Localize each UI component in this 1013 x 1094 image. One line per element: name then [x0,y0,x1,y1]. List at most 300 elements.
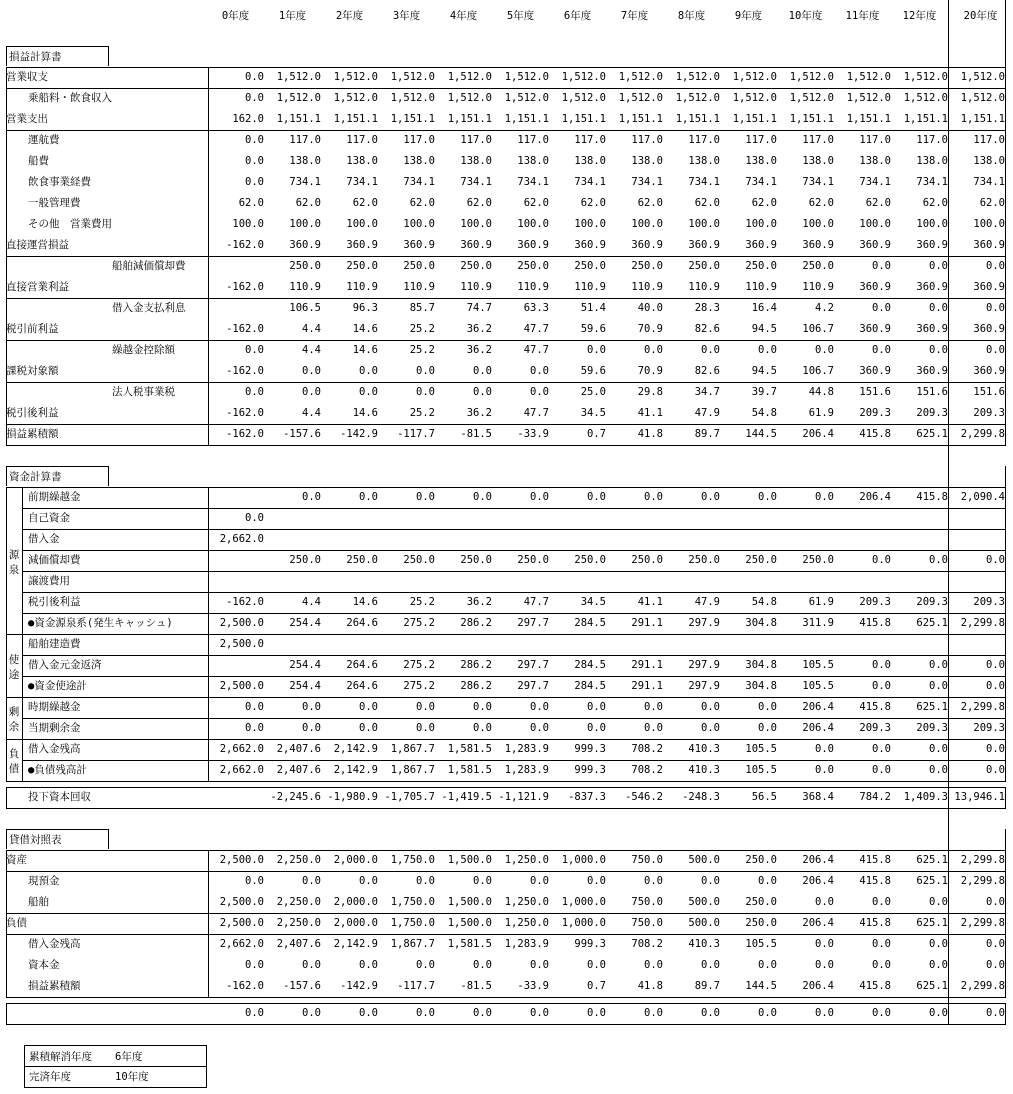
value-cell: 0.0 [986,959,1005,971]
bs-row [0,892,1013,913]
row-label: 資本金 [28,959,60,971]
value-cell: 94.5 [751,365,777,377]
value-cell: 40.0 [637,302,663,314]
value-cell: 110.9 [460,281,492,293]
value-cell: 25.2 [409,596,435,608]
value-cell: 34.5 [580,596,606,608]
value-cell: 0.0 [245,875,264,887]
rule-line [6,850,1006,851]
value-cell: 415.8 [859,854,891,866]
pl-row [0,235,1013,256]
value-cell: 1,151.1 [276,113,321,125]
value-cell: 110.9 [346,281,378,293]
pl-row [0,403,1013,424]
value-cell: -81.5 [460,980,492,992]
row-label: ●負債残高計 [28,764,87,776]
value-cell: 291.1 [631,617,663,629]
value-cell: 250.0 [460,554,492,566]
value-cell: 1,283.9 [504,938,549,950]
row-label: 当期剰余金 [28,722,81,734]
value-cell: 41.8 [637,428,663,440]
value-cell: 1,512.0 [390,71,435,83]
value-cell: 0.0 [587,491,606,503]
value-cell: 734.1 [631,176,663,188]
value-cell: 0.0 [302,491,321,503]
value-cell: 708.2 [631,938,663,950]
value-cell: 206.4 [802,428,834,440]
value-cell: 100.0 [517,218,549,230]
rule-line [22,550,1006,551]
value-cell: 360.9 [916,365,948,377]
value-cell: 100.0 [574,218,606,230]
value-cell: 0.0 [872,743,891,755]
year-header: 3年度 [392,10,421,22]
value-cell: 284.5 [574,680,606,692]
value-cell: 0.0 [245,155,264,167]
pl-row [0,130,1013,151]
value-cell: 0.0 [359,491,378,503]
value-cell: 0.0 [359,1007,378,1019]
value-cell: 106.7 [802,323,834,335]
value-cell: 0.0 [929,959,948,971]
value-cell: 0.0 [758,701,777,713]
value-cell: 360.9 [289,239,321,251]
value-cell: 734.1 [517,176,549,188]
value-cell: 360.9 [859,281,891,293]
value-cell: 209.3 [859,407,891,419]
row-label: 営業収支 [6,71,48,83]
value-cell: 138.0 [859,155,891,167]
value-cell: 1,750.0 [390,854,435,866]
rule-line [22,571,1006,572]
rule-line [6,739,22,740]
value-cell: 0.0 [758,875,777,887]
value-cell: 625.1 [916,701,948,713]
value-cell: 250.0 [688,554,720,566]
value-cell: 708.2 [631,743,663,755]
value-cell: -837.3 [568,791,606,803]
pl-row [0,172,1013,193]
value-cell: 41.1 [637,596,663,608]
column-line [6,787,7,808]
row-label: 船舶建造費 [28,638,81,650]
value-cell: 0.0 [815,743,834,755]
value-cell: 1,000.0 [561,896,606,908]
value-cell: 36.2 [466,323,492,335]
value-cell: 144.5 [745,980,777,992]
value-cell: 250.0 [745,917,777,929]
value-cell: 100.0 [232,218,264,230]
value-cell: 110.9 [745,281,777,293]
value-cell: 82.6 [694,323,720,335]
value-cell: 62.0 [466,197,492,209]
value-cell: 25.2 [409,323,435,335]
value-cell: 96.3 [352,302,378,314]
cf-row [0,739,1013,760]
value-cell: 0.0 [359,365,378,377]
row-label: 飲食事業経費 [28,176,91,188]
value-cell: 62.0 [637,197,663,209]
value-cell: 0.0 [587,701,606,713]
value-cell: 284.5 [574,617,606,629]
value-cell: 1,151.1 [333,113,378,125]
value-cell: 62.0 [979,197,1005,209]
value-cell: -142.9 [340,428,378,440]
value-cell: 1,512.0 [960,71,1005,83]
rule-line [6,871,1006,872]
rule-line [6,382,1006,383]
value-cell: 0.0 [986,743,1005,755]
value-cell: 62.0 [808,197,834,209]
section-title-pl: 損益計算書 [6,46,109,66]
value-cell: 0.0 [302,1007,321,1019]
value-cell: 999.3 [574,764,606,776]
value-cell: 0.0 [986,1007,1005,1019]
value-cell: 47.9 [694,596,720,608]
value-cell: 34.7 [694,386,720,398]
value-cell: -117.7 [397,428,435,440]
value-cell: 105.5 [745,743,777,755]
value-cell: 0.0 [644,344,663,356]
value-cell: 2,662.0 [219,743,264,755]
value-cell: 1,500.0 [447,896,492,908]
row-label: 船舶 [28,896,49,908]
value-cell: 0.0 [530,701,549,713]
value-cell: 62.0 [694,197,720,209]
value-cell: 2,299.8 [960,701,1005,713]
value-cell: 0.0 [530,386,549,398]
value-cell: 360.9 [859,239,891,251]
value-cell: 625.1 [916,854,948,866]
value-cell: 0.0 [530,491,549,503]
row-label: 税引後利益 [28,596,81,608]
cf-row [0,508,1013,529]
value-cell: 0.0 [359,875,378,887]
bs-row [0,871,1013,892]
value-cell: 415.8 [859,875,891,887]
value-cell: 2,299.8 [960,875,1005,887]
value-cell: 209.3 [916,596,948,608]
value-cell: 360.9 [973,239,1005,251]
bs-row [0,934,1013,955]
column-line [6,1003,7,1024]
row-label: 減価償却費 [28,554,81,566]
value-cell: 250.0 [517,554,549,566]
value-cell: 2,500.0 [219,896,264,908]
rule-line [6,256,1006,257]
value-cell: 250.0 [631,554,663,566]
value-cell: 0.0 [530,365,549,377]
value-cell: 51.4 [580,302,606,314]
value-cell: 250.0 [745,554,777,566]
bs-row [0,976,1013,997]
value-cell: 100.0 [631,218,663,230]
value-cell: -157.6 [283,428,321,440]
value-cell: 1,500.0 [447,854,492,866]
value-cell: 110.9 [517,281,549,293]
value-cell: 117.0 [460,134,492,146]
value-cell: 89.7 [694,980,720,992]
value-cell: 0.0 [872,959,891,971]
value-cell: 0.0 [986,344,1005,356]
value-cell: 0.7 [587,980,606,992]
bs-row [0,913,1013,934]
summary-line [29,1049,142,1064]
year-header: 20年度 [963,10,998,22]
value-cell: 0.0 [758,491,777,503]
value-cell: 0.0 [416,386,435,398]
value-cell: 0.0 [416,959,435,971]
value-cell: 100.0 [688,218,720,230]
value-cell: 206.4 [802,917,834,929]
value-cell: 1,512.0 [504,92,549,104]
value-cell: 410.3 [688,938,720,950]
value-cell: 0.0 [359,701,378,713]
row-label: 借入金支払利息 [112,302,186,314]
row-label: 繰越金控除額 [112,344,175,356]
value-cell: 2,142.9 [333,743,378,755]
value-cell: 0.0 [929,743,948,755]
value-cell: 0.0 [473,875,492,887]
value-cell: 0.0 [815,959,834,971]
value-cell: -33.9 [517,428,549,440]
row-label: ●資金源泉系(発生キャッシュ) [28,617,173,629]
value-cell: 1,151.1 [789,113,834,125]
pl-row [0,151,1013,172]
summary-line [29,1069,149,1084]
value-cell: 734.1 [403,176,435,188]
value-cell: 0.0 [245,176,264,188]
value-cell: 250.0 [802,260,834,272]
value-cell: 138.0 [802,155,834,167]
value-cell: 250.0 [745,854,777,866]
value-cell: 0.0 [644,959,663,971]
value-cell: 117.0 [859,134,891,146]
rule-line [6,1003,1006,1004]
value-cell: 264.6 [346,617,378,629]
value-cell: 250.0 [346,260,378,272]
value-cell: 138.0 [688,155,720,167]
value-cell: 250.0 [631,260,663,272]
value-cell: 1,867.7 [390,938,435,950]
value-cell: 62.0 [865,197,891,209]
value-cell: 206.4 [802,854,834,866]
value-cell: 0.0 [872,260,891,272]
value-cell: 1,512.0 [390,92,435,104]
value-cell: 0.0 [815,764,834,776]
pl-row [0,361,1013,382]
value-cell: 250.0 [460,260,492,272]
value-cell: 41.8 [637,980,663,992]
value-cell: 0.0 [530,1007,549,1019]
value-cell: 110.9 [574,281,606,293]
value-cell: 110.9 [688,281,720,293]
value-cell: 117.0 [745,134,777,146]
value-cell: 47.7 [523,323,549,335]
value-cell: 0.0 [473,959,492,971]
value-cell: 36.2 [466,344,492,356]
column-line [6,850,7,997]
value-cell: 0.0 [644,722,663,734]
value-cell: 0.0 [986,680,1005,692]
value-cell: -117.7 [397,980,435,992]
value-cell: 100.0 [346,218,378,230]
value-cell: 0.0 [872,938,891,950]
value-cell: 4.4 [302,323,321,335]
cf-row [0,592,1013,613]
value-cell: 254.4 [289,617,321,629]
value-cell: 151.6 [916,386,948,398]
value-cell: 291.1 [631,659,663,671]
value-cell: 61.9 [808,596,834,608]
value-cell: 2,500.0 [219,617,264,629]
value-cell: 117.0 [916,134,948,146]
value-cell: 0.0 [359,386,378,398]
summary-value: 6年度 [115,1051,143,1063]
value-cell: 0.0 [644,701,663,713]
pl-row [0,382,1013,403]
column-line [1005,466,1006,781]
value-cell: 0.0 [872,554,891,566]
row-label: 損益累積額 [6,428,59,440]
value-cell: 44.8 [808,386,834,398]
cf-row [0,529,1013,550]
value-cell: 625.1 [916,917,948,929]
value-cell: 250.0 [403,260,435,272]
column-line [1005,787,1006,808]
value-cell: -81.5 [460,428,492,440]
value-cell: 360.9 [460,239,492,251]
value-cell: 1,512.0 [276,92,321,104]
value-cell: 2,250.0 [276,917,321,929]
value-cell: 62.0 [922,197,948,209]
value-cell: 250.0 [802,554,834,566]
row-label: 現預金 [28,875,60,887]
value-cell: 0.0 [872,659,891,671]
value-cell: 0.0 [929,344,948,356]
value-cell: 0.0 [986,938,1005,950]
value-cell: 100.0 [403,218,435,230]
year-header: 5年度 [506,10,535,22]
value-cell: 105.5 [802,680,834,692]
value-cell: 0.0 [473,491,492,503]
value-cell: 999.3 [574,743,606,755]
value-cell: 360.9 [916,281,948,293]
value-cell: 41.1 [637,407,663,419]
value-cell: 2,407.6 [276,938,321,950]
value-cell: 360.9 [973,365,1005,377]
value-cell: 1,151.1 [846,113,891,125]
value-cell: 1,283.9 [504,743,549,755]
group-char: 源 [8,548,20,561]
value-cell: 138.0 [745,155,777,167]
value-cell: 25.2 [409,344,435,356]
row-label: 自己資金 [28,512,70,524]
value-cell: 2,500.0 [219,917,264,929]
value-cell: 1,512.0 [447,92,492,104]
rule-line [6,697,22,698]
value-cell: 100.0 [802,218,834,230]
value-cell: 59.6 [580,365,606,377]
value-cell: 275.2 [403,617,435,629]
value-cell: 2,299.8 [960,917,1005,929]
value-cell: 250.0 [346,554,378,566]
value-cell: 0.0 [872,680,891,692]
value-cell: 304.8 [745,659,777,671]
value-cell: -142.9 [340,980,378,992]
value-cell: 0.0 [302,701,321,713]
value-cell: 70.9 [637,323,663,335]
value-cell: 1,512.0 [846,92,891,104]
value-cell: 110.9 [289,281,321,293]
value-cell: 360.9 [346,239,378,251]
rule-line [22,760,1006,761]
value-cell: 117.0 [574,134,606,146]
value-cell: 2,500.0 [219,854,264,866]
value-cell: 297.9 [688,659,720,671]
value-cell: 297.9 [688,617,720,629]
value-cell: 999.3 [574,938,606,950]
value-cell: 74.7 [466,302,492,314]
value-cell: 0.0 [644,491,663,503]
value-cell: 360.9 [973,281,1005,293]
value-cell: 0.0 [815,1007,834,1019]
value-cell: 0.0 [359,722,378,734]
year-header: 12年度 [902,10,937,22]
value-cell: 14.6 [352,344,378,356]
rule-line [6,130,1006,131]
value-cell: 117.0 [289,134,321,146]
value-cell: 206.4 [802,701,834,713]
value-cell: 734.1 [973,176,1005,188]
value-cell: 500.0 [688,917,720,929]
value-cell: 1,512.0 [903,92,948,104]
value-cell: 59.6 [580,323,606,335]
value-cell: 4.4 [302,596,321,608]
value-cell: 144.5 [745,428,777,440]
value-cell: -546.2 [625,791,663,803]
value-cell: 0.0 [587,875,606,887]
value-cell: 250.0 [574,260,606,272]
value-cell: 0.0 [245,344,264,356]
value-cell: 410.3 [688,764,720,776]
rule-line [22,697,1006,698]
rule-line [6,634,22,635]
value-cell: 0.0 [872,302,891,314]
value-cell: -1,705.7 [384,791,435,803]
rule-line [22,655,1006,656]
value-cell: 0.0 [929,938,948,950]
value-cell: 0.0 [815,491,834,503]
pl-row [0,193,1013,214]
value-cell: 0.0 [416,365,435,377]
rule-line [6,781,1006,782]
value-cell: 117.0 [973,134,1005,146]
value-cell: 734.1 [688,176,720,188]
bs-row [0,955,1013,976]
value-cell: 1,512.0 [732,92,777,104]
value-cell: 106.7 [802,365,834,377]
value-cell: 360.9 [403,239,435,251]
value-cell: 14.6 [352,407,378,419]
value-cell: 360.9 [688,239,720,251]
rule-line [6,487,22,488]
value-cell: 500.0 [688,854,720,866]
value-cell: 0.0 [701,959,720,971]
rule-line [6,340,1006,341]
value-cell: 360.9 [859,323,891,335]
value-cell: 2,090.4 [960,491,1005,503]
